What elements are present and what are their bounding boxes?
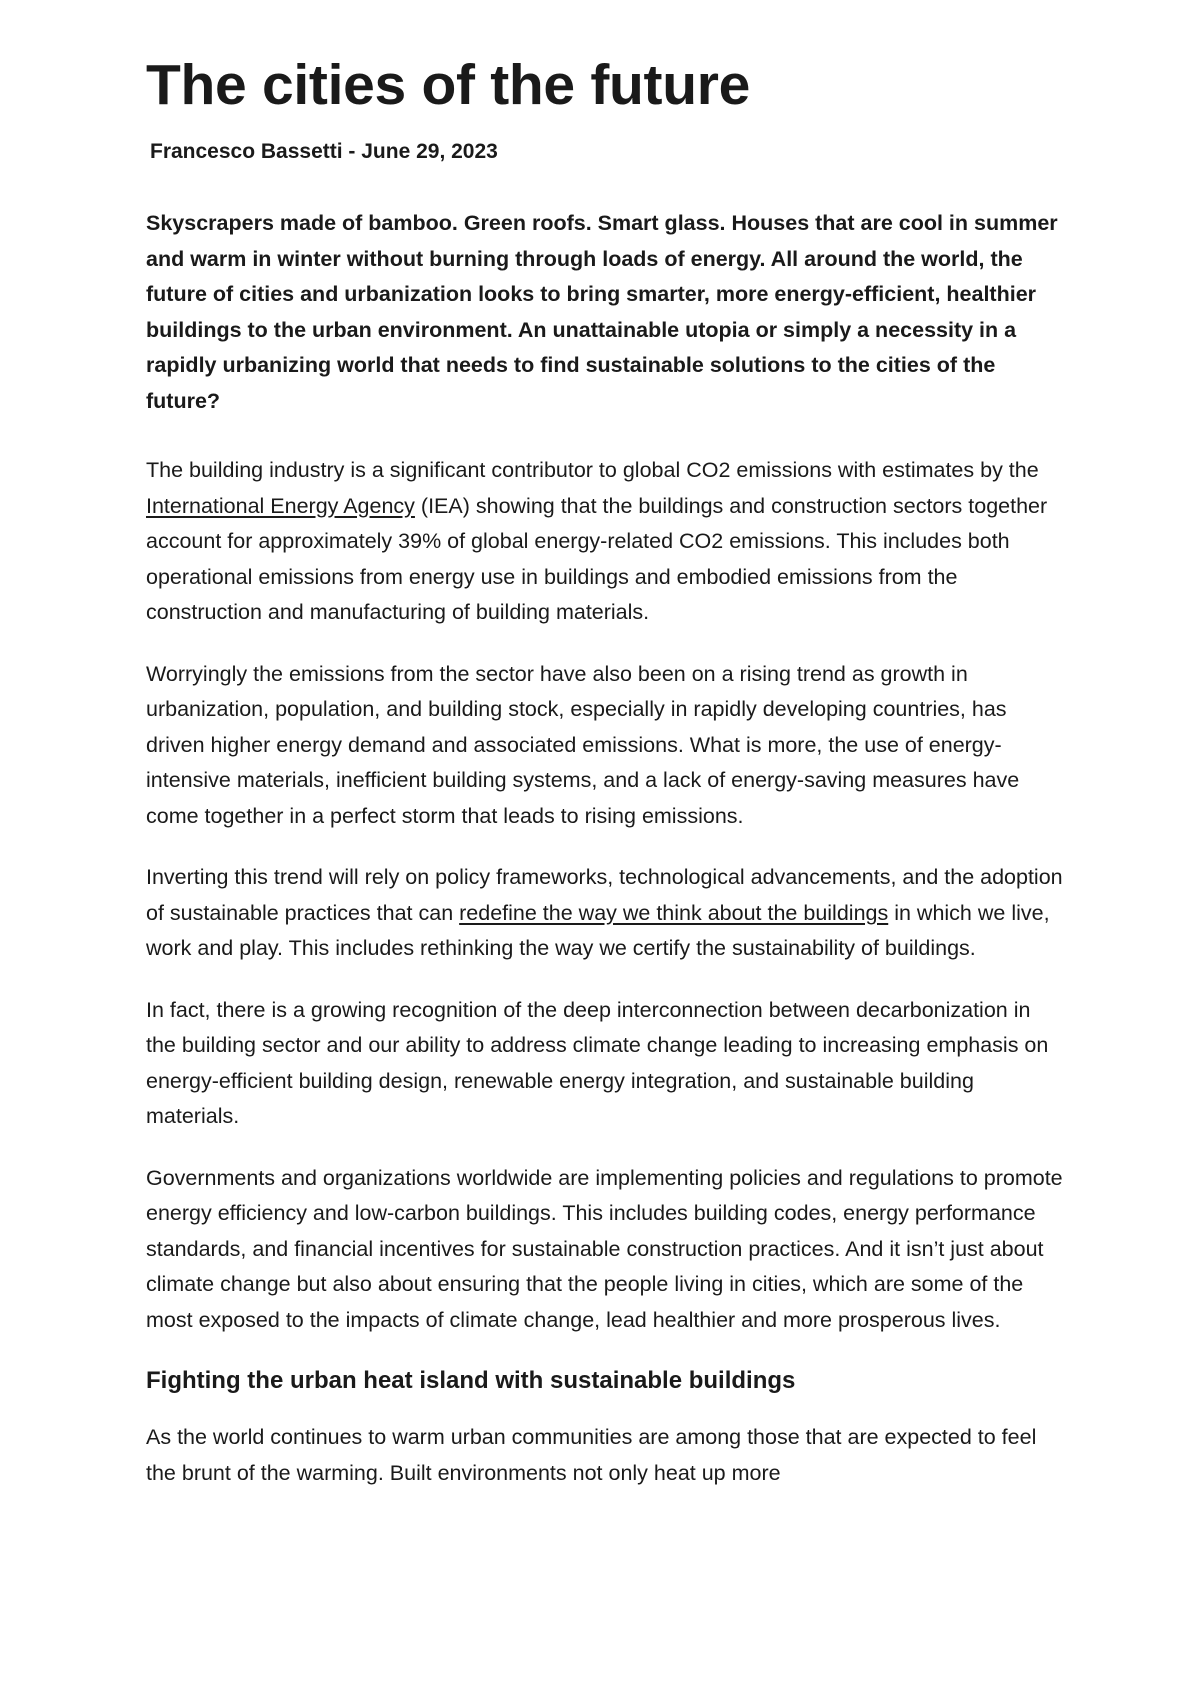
link-redefine-buildings[interactable]: redefine the way we think about the buildings [459,900,889,925]
lead-paragraph: Skyscrapers made of bamboo. Green roofs. Smart glass. Houses that are cool in summer and warm in winter without burning through loads of energy. All around the world, the future of cities and urbanization looks to bring smarter, more energy-efficient, healthier buildings to the urban environment. An unattainable utopia or simply a necessity in a rapidly urbanizing world that needs to find sustainable solutions to the cities of the future? [146,211,1058,413]
paragraph-emissions-share [146,453,1066,631]
paragraph-text: (IEA) showing that the buildings and construction sectors together account for approximately 39% of global energy-related CO2 emissions. This includes both operational emissions from energy use in buildings and embodied emissions from the construction and manufacturing of building materials. [146,493,1048,624]
paragraph-urban-warming: As the world continues to warm urban communities are among those that are expected to feel the brunt of the warming. Built environments not only heat up more [146,1425,1037,1485]
link-international-energy-agency[interactable]: International Energy Agency [146,493,415,518]
article-byline: Francesco Bassetti - June 29, 2023 [150,140,498,163]
section-heading-urban-heat-island: Fighting the urban heat island with sustainable buildings [146,1367,796,1394]
paragraph-policies: Governments and organizations worldwide are implementing policies and regulations to promote energy efficiency and low-carbon buildings. This includes building codes, energy performance standards, and financial incentives for sustainable construction practices. And it isn’t just about climate change but also about ensuring that the people living in cities, which are some of the most exposed to the impacts of climate change, lead healthier and more prosperous lives. [146,1165,1063,1332]
paragraph-decarbonization: In fact, there is a growing recognition of the deep interconnection between decarbonization in the building sector and our ability to address climate change leading to increasing emphasis on energy-efficient building design, renewable energy integration, and sustainable building materials. [146,997,1049,1128]
paragraph-text: in which we live, work and play. This includes rethinking the way we certify the sustainability of buildings. [146,900,1050,960]
article-body [146,206,1066,1517]
paragraph-text: The building industry is a significant contributor to global CO2 emissions with estimates by the [146,458,1039,482]
article-title: The cities of the future [146,53,751,117]
paragraph-inverting-trend [146,860,1066,967]
paragraph-rising-trend: Worryingly the emissions from the sector have also been on a rising trend as growth in urbanization, population, and building stock, especially in rapidly developing countries, has driven higher energy demand and associated emissions. What is more, the use of energy-intensive materials, inefficient building systems, and a lack of energy-saving measures have come together in a perfect storm that leads to rising emissions. [146,661,1020,828]
paragraph-text: Inverting this trend will rely on policy frameworks, technological advancements, and the adoption of sustainable practices that can [146,865,1063,925]
